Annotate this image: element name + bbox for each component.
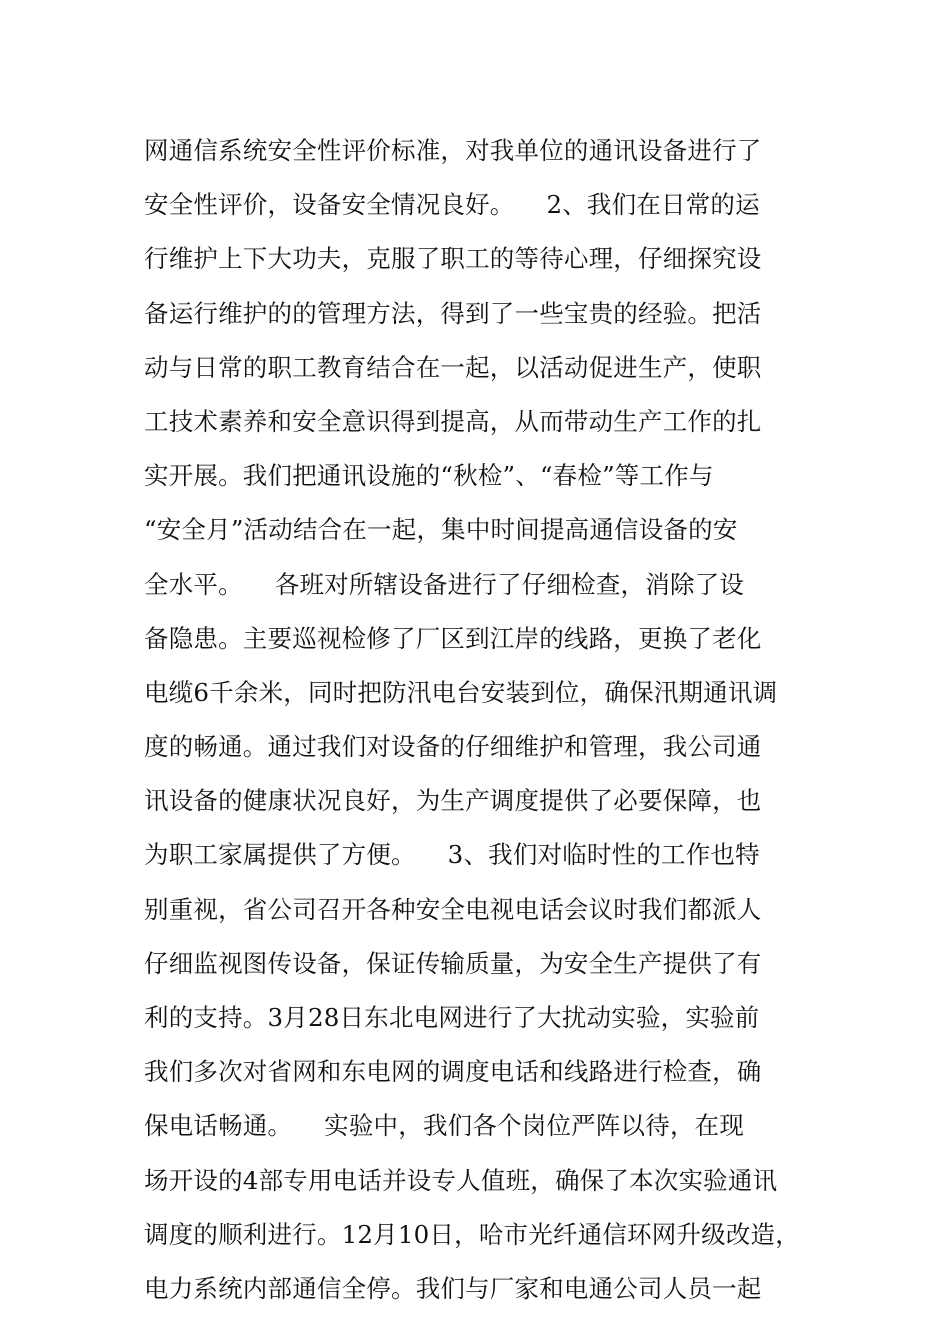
- text-line: 仔细监视图传设备，保证传输质量，为安全生产提供了有: [144, 948, 762, 978]
- text-line: 电缆6千余米，同时把防汛电台安装到位，确保汛期通讯调: [144, 677, 778, 707]
- text-line: 别重视，省公司召开各种安全电视电话会议时我们都派人: [144, 894, 762, 924]
- text-line: 实开展。我们把通讯设施的“秋检”、“春检”等工作与: [144, 461, 714, 491]
- text-line: 保电话畅通。 实验中，我们各个岗位严阵以待，在现: [144, 1111, 745, 1141]
- text-line: 行维护上下大功夫，克服了职工的等待心理，仔细探究设: [144, 244, 762, 274]
- text-line: 网通信系统安全性评价标准，对我单位的通讯设备进行了: [144, 136, 762, 165]
- text-line: “安全月”活动结合在一起，集中时间提高通信设备的安: [144, 515, 738, 545]
- text-line: 调度的顺利进行。12月10日，哈市光纤通信环网升级改造，: [144, 1219, 800, 1249]
- text-line: 讯设备的健康状况良好，为生产调度提供了必要保障，也: [144, 786, 762, 816]
- text-line: 备运行维护的的管理方法，得到了一些宝贵的经验。把活: [144, 298, 762, 328]
- text-line: 度的畅通。通过我们对设备的仔细维护和管理，我公司通: [144, 732, 762, 762]
- text-line: 场开设的4部专用电话并设专人值班，确保了本次实验通讯: [144, 1165, 778, 1195]
- body-text: [144, 124, 844, 1316]
- text-line: 电力系统内部通信全停。我们与厂家和电通公司人员一起: [144, 1273, 762, 1303]
- text-line: 我们多次对省网和东电网的调度电话和线路进行检查，确: [144, 1057, 762, 1087]
- text-line: 利的支持。3月28日东北电网进行了大扰动实验，实验前: [144, 1003, 760, 1032]
- text-line: 动与日常的职工教育结合在一起，以活动促进生产，使职: [144, 352, 762, 382]
- text-line: 工技术素养和安全意识得到提高，从而带动生产工作的扎: [144, 406, 762, 436]
- text-line: 为职工家属提供了方便。 3、我们对临时性的工作也特: [144, 840, 760, 870]
- text-line: 全水平。 各班对所辖设备进行了仔细检查，消除了设: [144, 569, 745, 599]
- text-line: 备隐患。主要巡视检修了厂区到江岸的线路，更换了老化: [144, 623, 762, 653]
- text-line: 安全性评价，设备安全情况良好。 2、我们在日常的运: [144, 190, 760, 220]
